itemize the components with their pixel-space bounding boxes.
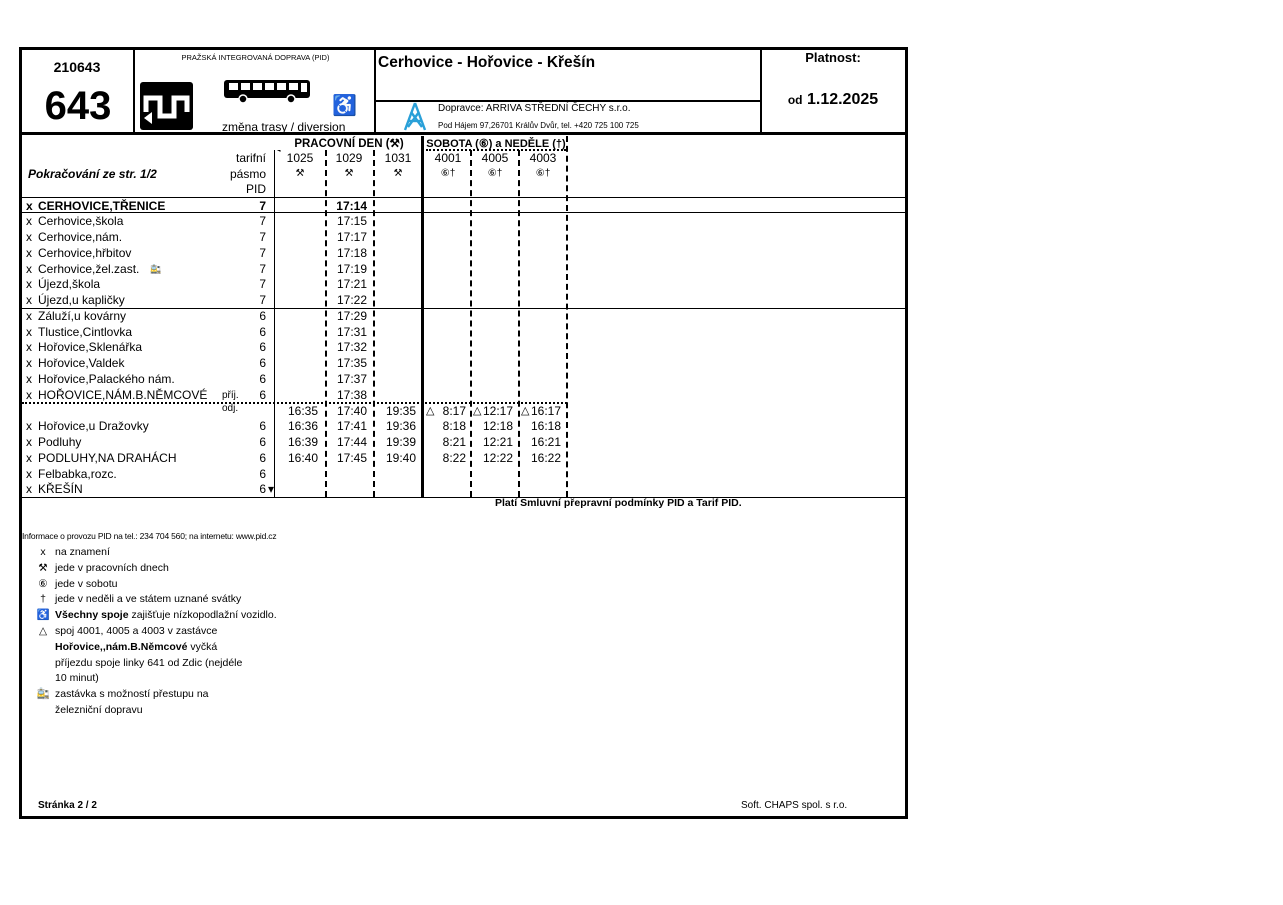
line-code: 210643 [53, 59, 101, 75]
stop-row [0, 387, 700, 403]
departure-time: 12:17 [482, 404, 513, 418]
departure-time: 17:29 [336, 309, 367, 323]
request-stop-mark: x [26, 277, 32, 291]
stop-name: Cerhovice,škola [38, 214, 124, 228]
legend-plain-text: jede v pracovních dnech [55, 561, 169, 574]
departure-time: 17:19 [336, 262, 367, 276]
legend-text [55, 687, 209, 703]
departure-time: 16:39 [287, 435, 318, 449]
stop-name: Hořovice,Palackého nám. [38, 372, 175, 386]
trip-day-symbol: ⚒ [344, 168, 354, 179]
legend-item [24, 687, 424, 703]
validity-label: Platnost: [805, 50, 861, 65]
legend-text [55, 656, 242, 672]
legend-text [55, 703, 143, 719]
departure-time: 16:21 [530, 435, 561, 449]
software-credit: Soft. CHAPS spol. s r.o. [741, 800, 848, 811]
tariff-zone: 7 [259, 262, 266, 276]
departure-time: 17:21 [336, 277, 367, 291]
trip-number: 1029 [335, 151, 363, 165]
stop-row [0, 213, 700, 229]
zone-header-line-1: tarifní [235, 151, 266, 165]
request-stop-mark: x [26, 467, 32, 481]
tariff-zone: 6 [259, 372, 266, 386]
departure-time: 12:18 [482, 419, 513, 433]
legend-text [55, 577, 117, 593]
stop-name: Hořovice,u Dražovky [38, 419, 149, 433]
stop-name: KŘEŠÍN [38, 482, 83, 496]
stop-row [0, 339, 700, 355]
request-stop-mark: x [26, 293, 32, 307]
stop-name: Felbabka,rozc. [38, 467, 117, 481]
legend-item [24, 671, 424, 687]
stop-row [0, 481, 700, 497]
stop-row [0, 276, 700, 292]
departure-time: 17:37 [336, 372, 367, 386]
trip-day-symbol: ⑥† [440, 168, 456, 179]
wait-connection-icon: △ [521, 405, 530, 417]
departure-time: 17:44 [336, 435, 367, 449]
diversion-label: změna trasy / diversion [222, 120, 346, 134]
trip-number: 1031 [384, 151, 412, 165]
stop-row [0, 434, 700, 450]
departure-time: 8:17 [442, 404, 466, 418]
legend-text [55, 561, 169, 577]
legend-plain-text: příjezdu spoje linky 641 od Zdic (nejdéle [55, 656, 243, 669]
trip-number: 1025 [286, 151, 314, 165]
request-stop-mark: x [26, 246, 32, 260]
train-transfer-icon: 🚉 [150, 264, 162, 274]
wheelchair-icon: ♿ [332, 95, 357, 117]
departure-time: 16:40 [287, 451, 318, 465]
request-stop-mark: x [26, 435, 32, 449]
stop-name: Cerhovice,nám. [38, 230, 123, 244]
legend-symbol: △ [38, 625, 48, 637]
legend-bold-text: Hořovice,,nám.B.Němcové [55, 640, 188, 653]
departure-time: 8:22 [442, 451, 466, 465]
zone-header [214, 151, 266, 198]
legend-symbol: x [40, 546, 46, 558]
departure-time: 16:36 [287, 419, 318, 433]
stop-row [0, 198, 700, 214]
stop-row [0, 355, 700, 371]
legend-symbol: ⚒ [38, 561, 48, 574]
validity [764, 91, 902, 109]
operator-address: Pod Hájem 97,26701 Králův Dvůr, tel. +420 725 100 725 [438, 121, 639, 130]
stop-name: Hořovice,Valdek [38, 356, 125, 370]
request-stop-mark: x [26, 214, 32, 228]
departure-time: 16:22 [530, 451, 561, 465]
legend-text [55, 671, 99, 687]
request-stop-mark: x [26, 340, 32, 354]
legend-text [55, 592, 241, 608]
tariff-zone: 7 [259, 214, 266, 228]
departure-time: 17:41 [336, 419, 367, 433]
stop-row [0, 371, 700, 387]
legend-item [24, 640, 424, 656]
operator-name: Dopravce: ARRIVA STŘEDNÍ ČECHY s.r.o. [438, 103, 631, 114]
conditions-note: Platí Smluvní přepravní podmínky PID a Tarif PID. [495, 497, 742, 509]
line-number: 643 [44, 84, 112, 128]
departure-time: 17:15 [336, 214, 367, 228]
legend-symbol: 🚉 [36, 688, 50, 701]
departure-time: 16:18 [530, 419, 561, 433]
legend-item [24, 624, 424, 640]
tariff-zone: 7 [259, 199, 266, 213]
stop-name: Podluhy [38, 435, 82, 449]
tariff-zone: 6 [259, 340, 266, 354]
legend-text [55, 545, 110, 561]
departure-label: odj. [222, 403, 239, 414]
stop-name: Újezd,škola [38, 277, 101, 291]
departure-time: 8:18 [442, 419, 466, 433]
departure-time: 17:35 [336, 356, 367, 370]
request-stop-mark: x [26, 262, 32, 276]
departure-time: 12:22 [482, 451, 513, 465]
tariff-zone: 6 [259, 356, 266, 370]
request-stop-mark: x [26, 325, 32, 339]
legend-item [24, 656, 424, 672]
stop-name: Cerhovice,hřbitov [38, 246, 132, 260]
request-stop-mark: x [26, 372, 32, 386]
legend-bold-text: Všechny spoje [55, 609, 129, 622]
legend-item [24, 577, 424, 593]
tariff-zone: 7 [259, 246, 266, 260]
validity-prefix: od [787, 93, 803, 107]
legend-item [24, 561, 424, 577]
legend-plain-text: železniční dopravu [55, 704, 143, 716]
departure-time: 19:39 [385, 435, 416, 449]
contact-info: Informace o provozu PID na tel.: 234 704 560; na internetu: www.pid.cz [22, 531, 277, 541]
arriva-logo-icon [402, 101, 428, 132]
header-title-underline [374, 100, 761, 102]
stop-row [0, 450, 700, 466]
wait-connection-icon: △ [473, 405, 482, 417]
stop-row [0, 466, 700, 482]
legend-plain-text: spoj 4001, 4005 a 4003 v zastávce [55, 625, 218, 637]
departure-time: 17:17 [336, 230, 367, 244]
legend-item [24, 703, 424, 719]
request-stop-mark: x [26, 309, 32, 323]
tariff-zone: 7 [259, 230, 266, 244]
request-stop-mark: x [26, 451, 32, 465]
stop-row [0, 418, 700, 434]
departure-time: 19:35 [385, 404, 416, 418]
stop-row [0, 229, 700, 245]
workday-header: PRACOVNÍ DEN (⚒) [276, 136, 422, 150]
pid-logo-icon [140, 82, 193, 130]
request-stop-mark: x [26, 199, 33, 213]
stop-name: Cerhovice,žel.zast. [38, 262, 140, 276]
departure-time: 16:17 [530, 404, 561, 418]
trip-day-symbol: ⚒ [393, 168, 403, 179]
departure-time: 19:40 [385, 451, 416, 465]
wait-connection-icon: △ [426, 405, 435, 417]
departure-time: 17:38 [336, 388, 367, 402]
tariff-zone: 6 [259, 388, 266, 402]
departure-time: 12:21 [482, 435, 513, 449]
legend-plain-text: na znamení [55, 546, 110, 558]
bus-icon [223, 78, 311, 104]
table-bottom-rule [19, 497, 908, 498]
legend-symbol: ♿ [36, 609, 50, 622]
departure-time: 17:18 [336, 246, 367, 260]
validity-date: 1.12.2025 [806, 91, 879, 108]
tariff-zone: 6 [259, 467, 266, 481]
stop-row [0, 403, 700, 419]
tariff-zone: 6 [259, 435, 266, 449]
direction-arrow-icon: ▾ [268, 482, 275, 496]
stop-name: CERHOVICE,TŘENICE [38, 199, 166, 213]
weekend-header: SOBOTA (⑥) a NEDĚLE (†) [426, 138, 566, 150]
stop-name: PODLUHY,NA DRAHÁCH [38, 451, 177, 465]
departure-time: 17:32 [336, 340, 367, 354]
legend-plain-text: jede v sobotu [55, 577, 118, 590]
request-stop-mark: x [26, 482, 32, 496]
departure-time: 17:22 [336, 293, 367, 307]
arrival-label: příj. [222, 390, 239, 401]
legend-text [55, 624, 217, 640]
trip-day-symbol: ⑥† [487, 168, 503, 179]
stop-name: Záluží,u kovárny [38, 309, 127, 323]
trip-day-symbol: ⚒ [295, 168, 305, 179]
legend-plain-text: zajišťuje nízkopodlažní vozidlo. [128, 609, 277, 622]
request-stop-mark: x [26, 388, 32, 402]
page-number: Stránka 2 / 2 [38, 800, 97, 811]
legend-text [55, 640, 217, 656]
legend-plain-text: 10 minut) [55, 672, 99, 685]
stop-name: Hořovice,Sklenářka [38, 340, 143, 354]
tariff-zone: 6 [259, 482, 266, 496]
legend-plain-text: jede v neděli a ve státem uznané svátky [55, 593, 242, 606]
stop-row [0, 308, 700, 324]
header-sep-2 [374, 47, 376, 134]
trip-number: 4005 [481, 151, 509, 165]
tariff-zone: 7 [259, 293, 266, 307]
departure-time: 17:40 [336, 404, 367, 418]
header-sep-3 [760, 47, 762, 134]
departure-time: 8:21 [442, 435, 466, 449]
legend-plain-text: zastávka s možností přestupu na [55, 688, 209, 701]
tariff-zone: 6 [259, 325, 266, 339]
departure-time: 19:36 [385, 419, 416, 433]
header-divider [19, 132, 908, 135]
trip-day-symbol: ⑥† [535, 168, 551, 179]
legend-item [24, 592, 424, 608]
departure-time: 17:14 [336, 199, 367, 213]
continued-label: Pokračování ze str. 1/2 [28, 167, 157, 181]
tariff-zone: 6 [259, 309, 266, 323]
legend-item [24, 545, 424, 561]
departure-time: 17:31 [336, 325, 367, 339]
stop-name: Tlustice,Cintlovka [38, 325, 133, 339]
route-title: Cerhovice - Hořovice - Křešín [378, 54, 596, 71]
legend-item [24, 608, 424, 624]
tariff-zone: 7 [259, 277, 266, 291]
zone-header-line-3: PID [245, 182, 266, 196]
tariff-zone: 6 [259, 419, 266, 433]
request-stop-mark: x [26, 419, 32, 433]
request-stop-mark: x [26, 356, 32, 370]
departure-time: 16:35 [287, 404, 318, 418]
stop-row [0, 261, 700, 277]
trip-number: 4001 [434, 151, 462, 165]
stop-name: HOŘOVICE,NÁM.B.NĚMCOVÉ [38, 388, 208, 402]
legend-symbol: ⑥ [38, 577, 48, 590]
stop-name: Újezd,u kapličky [38, 293, 125, 307]
stop-row [0, 292, 700, 308]
legend-symbol: † [40, 593, 46, 606]
zone-header-line-2: pásmo [229, 166, 266, 181]
legend-plain-text: vyčká [187, 640, 218, 653]
stop-row [0, 245, 700, 261]
departure-time: 17:45 [336, 451, 367, 465]
trip-number: 4003 [529, 151, 557, 165]
request-stop-mark: x [26, 230, 32, 244]
stop-row [0, 324, 700, 340]
legend-text [55, 608, 277, 624]
tariff-zone: 6 [259, 451, 266, 465]
pid-label: PRAŽSKÁ INTEGROVANÁ DOPRAVA (PID) [181, 53, 330, 62]
